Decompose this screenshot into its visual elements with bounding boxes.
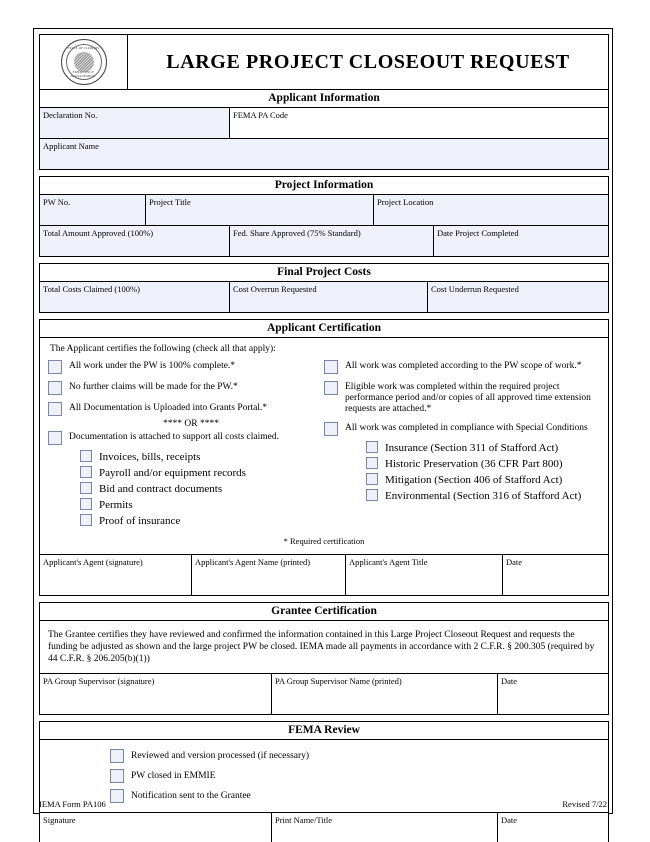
field-total-costs-claimed[interactable] — [40, 282, 230, 312]
checkbox-icon[interactable] — [48, 360, 62, 374]
checkbox-icon[interactable] — [80, 498, 92, 510]
checkbox-row-invoices[interactable] — [80, 450, 324, 464]
checkbox-label: Historic Preservation (36 CFR Part 800) — [385, 458, 563, 470]
project-info-row-2 — [39, 226, 609, 257]
field-grantee-date[interactable] — [498, 674, 608, 714]
section-project-information: Project Information — [39, 176, 609, 195]
label-project-location: Project Location — [377, 197, 434, 207]
checkbox-icon[interactable] — [80, 514, 92, 526]
section-applicant-certification: Applicant Certification — [39, 319, 609, 338]
checkbox-row-permits[interactable] — [80, 498, 324, 512]
form-footer — [39, 799, 607, 809]
checkbox-label: Insurance (Section 311 of Stafford Act) — [385, 442, 559, 454]
field-fema-signature[interactable] — [40, 813, 272, 842]
fema-signature-row — [39, 813, 609, 842]
label-fema-date: Date — [501, 815, 518, 825]
checkbox-label: Reviewed and version processed (if necessary) — [131, 751, 310, 761]
documentation-sublist — [80, 450, 324, 528]
checkbox-row-documentation-attached[interactable] — [48, 431, 324, 445]
checkbox-label: All work was completed according to the PW scope of work.* — [345, 361, 582, 371]
label-fema-print-name-title: Print Name/Title — [275, 815, 333, 825]
field-fema-date[interactable] — [498, 813, 608, 842]
state-seal-icon — [61, 39, 107, 85]
field-applicant-agent-name[interactable] — [192, 555, 346, 595]
field-pa-supervisor-name[interactable] — [272, 674, 498, 714]
checkbox-icon[interactable] — [324, 381, 338, 395]
checkbox-row-reviewed-version-processed[interactable] — [110, 749, 600, 763]
applicant-info-row-1 — [39, 108, 609, 139]
or-divider: **** OR **** — [163, 419, 219, 429]
field-fema-pa-code[interactable] — [230, 108, 608, 138]
label-fema-signature: Signature — [43, 815, 76, 825]
checkbox-icon[interactable] — [80, 450, 92, 462]
field-project-location[interactable] — [374, 195, 608, 225]
checkbox-icon[interactable] — [110, 769, 124, 783]
field-applicant-date[interactable] — [503, 555, 608, 595]
seal-bottom-text: EMERGENCY MANAGEMENT — [70, 70, 97, 78]
form-sheet — [33, 28, 613, 825]
form-header — [39, 34, 609, 90]
checkbox-icon[interactable] — [80, 466, 92, 478]
label-total-amount-approved: Total Amount Approved (100%) — [43, 228, 154, 238]
label-cost-underrun-requested: Cost Underrun Requested — [431, 284, 519, 294]
seal-top-text: STATE OF ILLINOIS — [67, 46, 100, 50]
label-project-title: Project Title — [149, 197, 191, 207]
field-total-amount-approved[interactable] — [40, 226, 230, 256]
checkbox-label: All Documentation is Uploaded into Grants Portal.* — [69, 403, 268, 413]
checkbox-row-mitigation[interactable] — [366, 473, 600, 487]
checkbox-label: Eligible work was completed within the required project performance period and/or copies of all approved time extension requests are attached.* — [345, 382, 591, 414]
checkbox-label: Mitigation (Section 406 of Stafford Act) — [385, 474, 563, 486]
certification-left-column — [48, 360, 324, 530]
label-pw-no: PW No. — [43, 197, 71, 207]
label-fema-pa-code: FEMA PA Code — [233, 110, 288, 120]
checkbox-row-documentation-uploaded[interactable] — [48, 402, 324, 416]
label-applicant-agent-name: Applicant's Agent Name (printed) — [195, 557, 311, 567]
label-pa-supervisor-signature: PA Group Supervisor (signature) — [43, 676, 155, 686]
label-total-costs-claimed: Total Costs Claimed (100%) — [43, 284, 140, 294]
checkbox-row-proof-insurance[interactable] — [80, 514, 324, 528]
checkbox-label: Documentation is attached to support all costs claimed. — [69, 432, 280, 442]
form-body — [39, 34, 609, 842]
label-pa-supervisor-name: PA Group Supervisor Name (printed) — [275, 676, 402, 686]
checkbox-row-insurance[interactable] — [366, 441, 600, 455]
revision-date: Revised 7/22 — [562, 799, 607, 809]
label-declaration-no: Declaration No. — [43, 110, 98, 120]
checkbox-label: All work was completed in compliance with Special Conditions — [345, 423, 588, 433]
field-applicant-agent-signature[interactable] — [40, 555, 192, 595]
checkbox-label: Environmental (Section 316 of Stafford Act) — [385, 490, 582, 502]
section-fema-review: FEMA Review — [39, 721, 609, 740]
checkbox-icon[interactable] — [48, 402, 62, 416]
grantee-signature-row — [39, 674, 609, 715]
checkbox-label: Bid and contract documents — [99, 483, 223, 495]
checkbox-row-special-conditions[interactable] — [324, 422, 600, 436]
label-fed-share-approved: Fed. Share Approved (75% Standard) — [233, 228, 361, 238]
checkbox-icon[interactable] — [366, 457, 378, 469]
label-applicant-name: Applicant Name — [43, 141, 99, 151]
label-applicant-agent-signature: Applicant's Agent (signature) — [43, 557, 143, 567]
form-number: IEMA Form PA106 — [39, 799, 106, 809]
applicant-certification-block — [39, 338, 609, 555]
field-declaration-no[interactable] — [40, 108, 230, 138]
label-applicant-agent-title: Applicant's Agent Title — [349, 557, 428, 567]
field-cost-underrun-requested[interactable] — [428, 282, 608, 312]
field-fema-print-name-title[interactable] — [272, 813, 498, 842]
checkbox-icon[interactable] — [366, 473, 378, 485]
checkbox-icon[interactable] — [80, 482, 92, 494]
checkbox-label: Proof of insurance — [99, 515, 181, 527]
checkbox-row-no-further-claims[interactable] — [48, 381, 324, 395]
project-info-row-1 — [39, 195, 609, 226]
section-final-project-costs: Final Project Costs — [39, 263, 609, 282]
label-grantee-date: Date — [501, 676, 518, 686]
section-grantee-certification: Grantee Certification — [39, 602, 609, 621]
checkbox-row-scope-of-work[interactable] — [324, 360, 600, 374]
field-project-title[interactable] — [146, 195, 374, 225]
checkbox-label: Notification sent to the Grantee — [131, 791, 251, 801]
field-applicant-name[interactable] — [40, 139, 608, 169]
checkbox-label: Permits — [99, 499, 133, 511]
checkbox-row-bid-contract[interactable] — [80, 482, 324, 496]
applicant-signature-row — [39, 555, 609, 596]
checkbox-icon[interactable] — [48, 431, 62, 445]
field-date-project-completed[interactable] — [434, 226, 608, 256]
checkbox-row-environmental[interactable] — [366, 489, 600, 503]
checkbox-icon[interactable] — [324, 360, 338, 374]
required-certification-note: * Required certification — [283, 536, 365, 546]
checkbox-row-payroll[interactable] — [80, 466, 324, 480]
checkbox-label: PW closed in EMMIE — [131, 771, 216, 781]
label-applicant-date: Date — [506, 557, 523, 567]
checkbox-row-pw-closed-emmie[interactable] — [110, 769, 600, 783]
grantee-certification-paragraph: The Grantee certifies they have reviewed and confirmed the information contained in this Large Project Closeout Request and requests the funding be adjusted as shown and the large project PW be closed. IEMA made all payments in accordance with 2 C.F.R. § 200.305 (required by 44 C.F.R. § 206.205(b)(1)) — [39, 621, 609, 674]
seal-cell — [40, 35, 128, 89]
field-fed-share-approved[interactable] — [230, 226, 434, 256]
checkbox-icon[interactable] — [366, 489, 378, 501]
applicant-info-row-2 — [39, 139, 609, 170]
checkbox-label: Invoices, bills, receipts — [99, 451, 201, 463]
certification-intro: The Applicant certifies the following (check all that apply): — [50, 344, 276, 354]
seal-core — [74, 52, 94, 72]
checkbox-label: Payroll and/or equipment records — [99, 467, 246, 479]
certification-right-column — [324, 360, 600, 530]
special-conditions-sublist — [366, 441, 600, 503]
checkbox-row-historic-preservation[interactable] — [366, 457, 600, 471]
field-cost-overrun-requested[interactable] — [230, 282, 428, 312]
checkbox-icon[interactable] — [110, 749, 124, 763]
checkbox-icon[interactable] — [48, 381, 62, 395]
field-pa-supervisor-signature[interactable] — [40, 674, 272, 714]
checkbox-row-work-complete[interactable] — [48, 360, 324, 374]
checkbox-row-performance-period[interactable] — [324, 381, 600, 415]
certification-columns — [48, 360, 600, 530]
checkbox-label: All work under the PW is 100% complete.* — [69, 361, 236, 371]
checkbox-label: No further claims will be made for the PW.* — [69, 382, 238, 392]
label-date-project-completed: Date Project Completed — [437, 228, 519, 238]
final-costs-row — [39, 282, 609, 313]
checkbox-icon[interactable] — [324, 422, 338, 436]
field-applicant-agent-title[interactable] — [346, 555, 503, 595]
section-applicant-information: Applicant Information — [39, 90, 609, 108]
field-pw-no[interactable] — [40, 195, 146, 225]
label-cost-overrun-requested: Cost Overrun Requested — [233, 284, 317, 294]
checkbox-icon[interactable] — [366, 441, 378, 453]
page-title: LARGE PROJECT CLOSEOUT REQUEST — [166, 50, 570, 73]
